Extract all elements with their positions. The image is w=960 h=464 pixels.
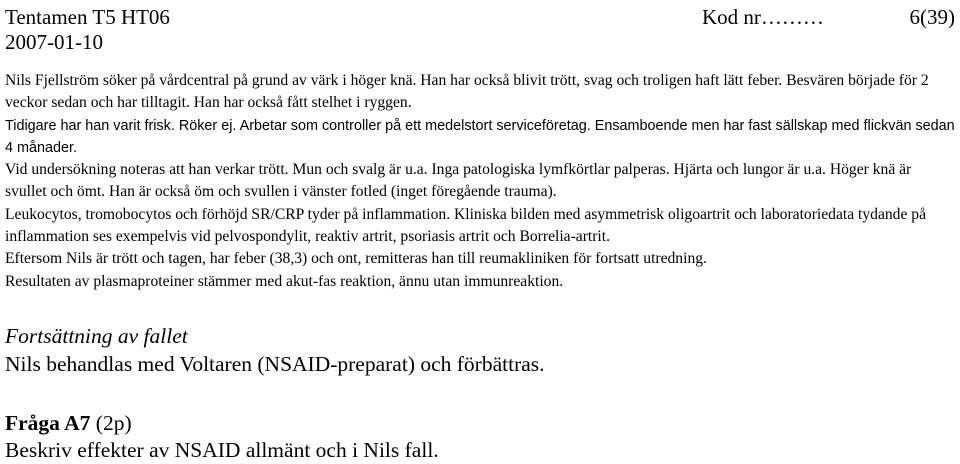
continuation-heading: Fortsättning av fallet (5, 324, 188, 348)
case-paragraph-lab: Leukocytos, tromobocytos och förhöjd SR/CRP tyder på inflammation. Kliniska bilden med asymmetrisk oligoartrit och laboratoriedata tydande på inflammation ses exempelvis vid pelvospondylit, reaktiv artrit, psoriasis artrit och Borrelia-artrit. (5, 205, 926, 246)
code-number-field: Kod nr……… (702, 5, 824, 29)
page-number: 6(39) (909, 5, 955, 29)
page-header (5, 4, 955, 52)
exam-title: Tentamen T5 HT06 (5, 5, 170, 29)
question-text: Beskriv effekter av NSAID allmänt och i Nils fall. (5, 438, 439, 462)
case-paragraph-history: Tidigare har han varit frisk. Röker ej. Arbetar som controller på ett medelstort serviceföretag. Ensamboende men har fast sällskap med flickvän sedan 4 månader. (5, 117, 955, 156)
case-description (5, 70, 955, 293)
case-paragraph-results: Resultaten av plasmaproteiner stämmer med akut-fas reaktion, ännu utan immunreaktion. (5, 272, 564, 290)
question-points: (2p) (90, 411, 132, 435)
case-paragraph-examination: Vid undersökning noteras att han verkar trött. Mun och svalg är u.a. Inga patologiska lymfkörtlar palperas. Hjärta och lungor är u.a. Höger knä är svullet och ömt. Han är också öm och svullen i vänster fotled (inget föregående trauma). (5, 161, 912, 201)
exam-date: 2007-01-10 (5, 30, 103, 54)
case-paragraph-symptoms: Nils Fjellström söker på vårdcentral på grund av värk i höger knä. Han har också blivit trött, svag och troligen haft lätt feber. Besvären började för 2 veckor sedan och har tilltagit. Han har också fått stelhet i ryggen. (5, 72, 929, 112)
question-heading (5, 410, 132, 436)
question-label: Fråga A7 (5, 411, 91, 435)
continuation-text: Nils behandlas med Voltaren (NSAID-preparat) och förbättras. (5, 352, 545, 376)
case-paragraph-referral: Eftersom Nils är trött och tagen, har feber (38,3) och ont, remitteras han till reumakliniken för fortsatt utredning. (5, 250, 707, 268)
